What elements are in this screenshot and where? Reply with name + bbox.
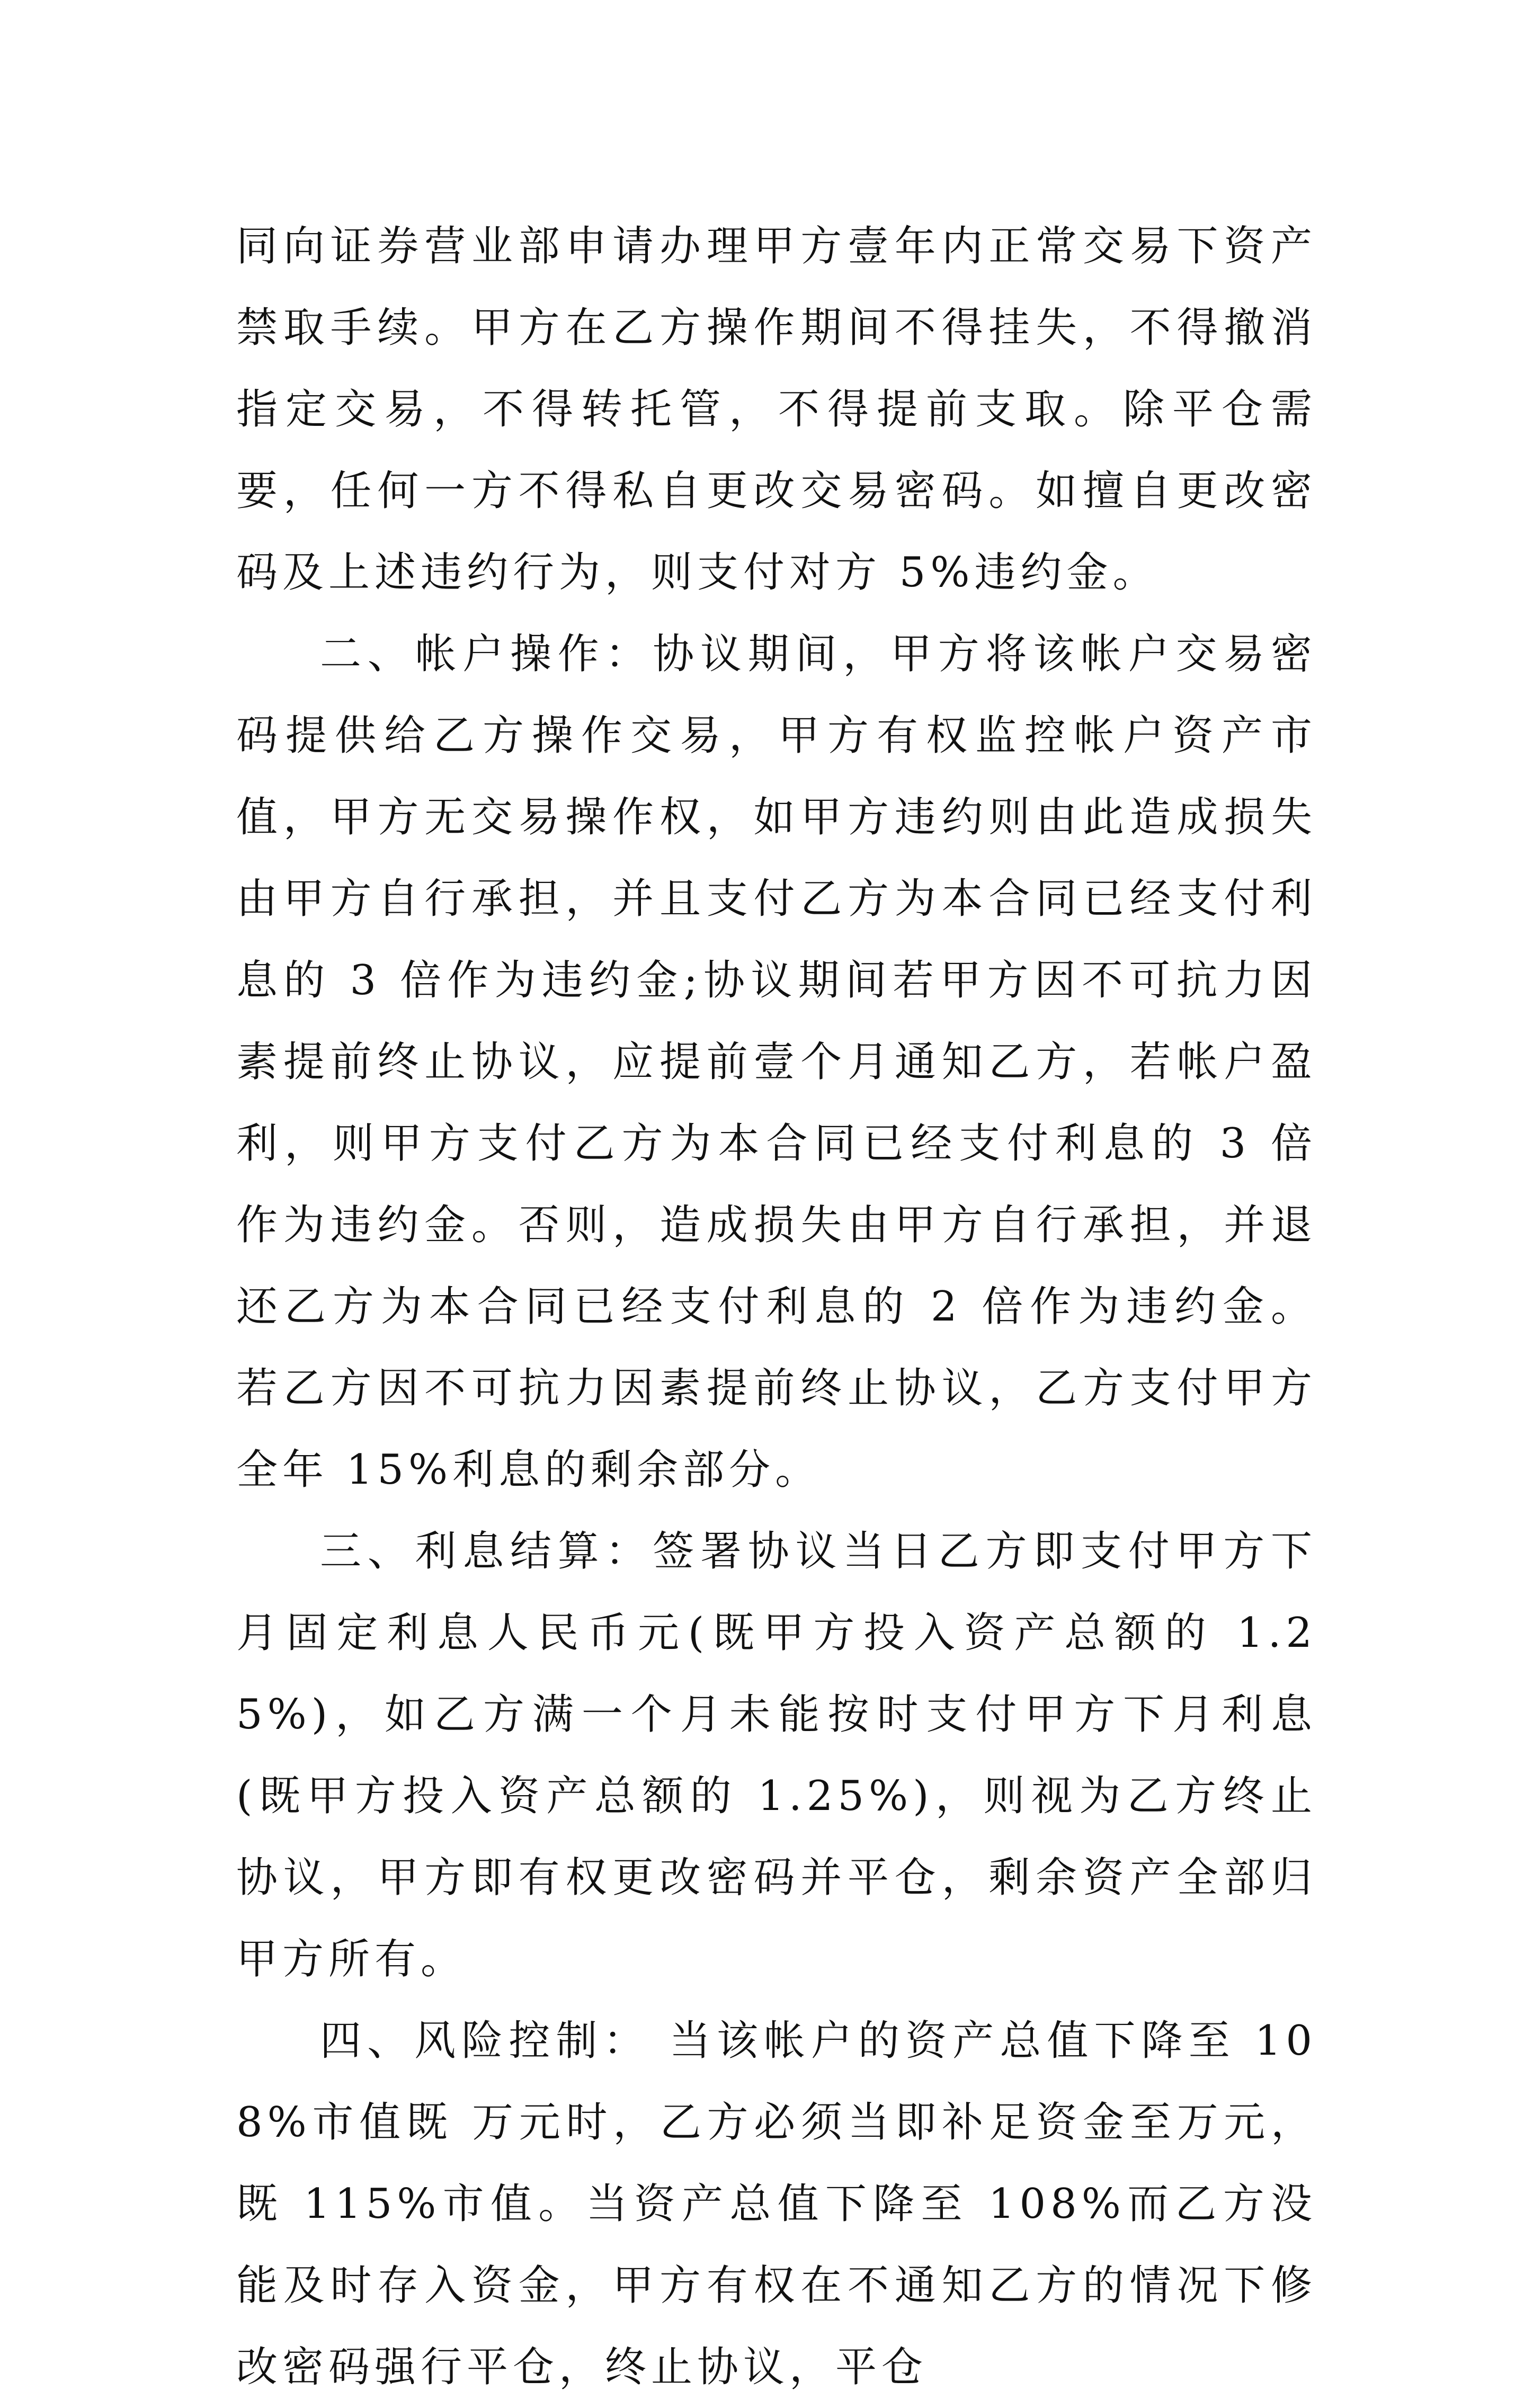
paragraph-account-operation: 二、帐户操作：协议期间，甲方将该帐户交易密码提供给乙方操作交易，甲方有权监控帐户资产市值，甲方无交易操作权，如甲方违约则由此造成损失由甲方自行承担，并且支付乙方为本合同已经支付利息的 3 倍作为违约金;协议期间若甲方因不可抗力因素提前终止协议，应提前壹个月通知乙方，若帐户盈利，则甲方支付乙方为本合同已经支付利息的 3 倍作为违约金。否则，造成损失由甲方自行承担，并退还乙方为本合同已经支付利息的 2 倍作为违约金。若乙方因不可抗力因素提前终止协议，乙方支付甲方全年 15%利息的剩余部分。 (236, 630, 1317, 1494)
paragraph-risk-control: 四、风险控制： 当该帐户的资产总值下降至 108%市值既 万元时，乙方必须当即补足资金至万元，既 115%市值。当资产总值下降至 108%而乙方没能及时存入资金，甲方有权在不通知乙方的情况下修改密码强行平仓，终止协议，平仓 (236, 2017, 1317, 2391)
paragraph-interest-settlement: 三、利息结算：签署协议当日乙方即支付甲方下月固定利息人民币元(既甲方投入资产总额的 1.25%)，如乙方满一个月未能按时支付甲方下月利息(既甲方投入资产总额的 1.25%)，则视为乙方终止协议，甲方即有权更改密码并平仓，剩余资产全部归甲方所有。 (236, 1528, 1317, 1983)
paragraph-continuation: 同向证券营业部申请办理甲方壹年内正常交易下资产禁取手续。甲方在乙方操作期间不得挂失，不得撤消指定交易，不得转托管，不得提前支取。除平仓需要，任何一方不得私自更改交易密码。如擅自更改密码及上述违约行为，则支付对方 5%违约金。 (236, 222, 1317, 596)
document-body (236, 206, 1317, 2408)
